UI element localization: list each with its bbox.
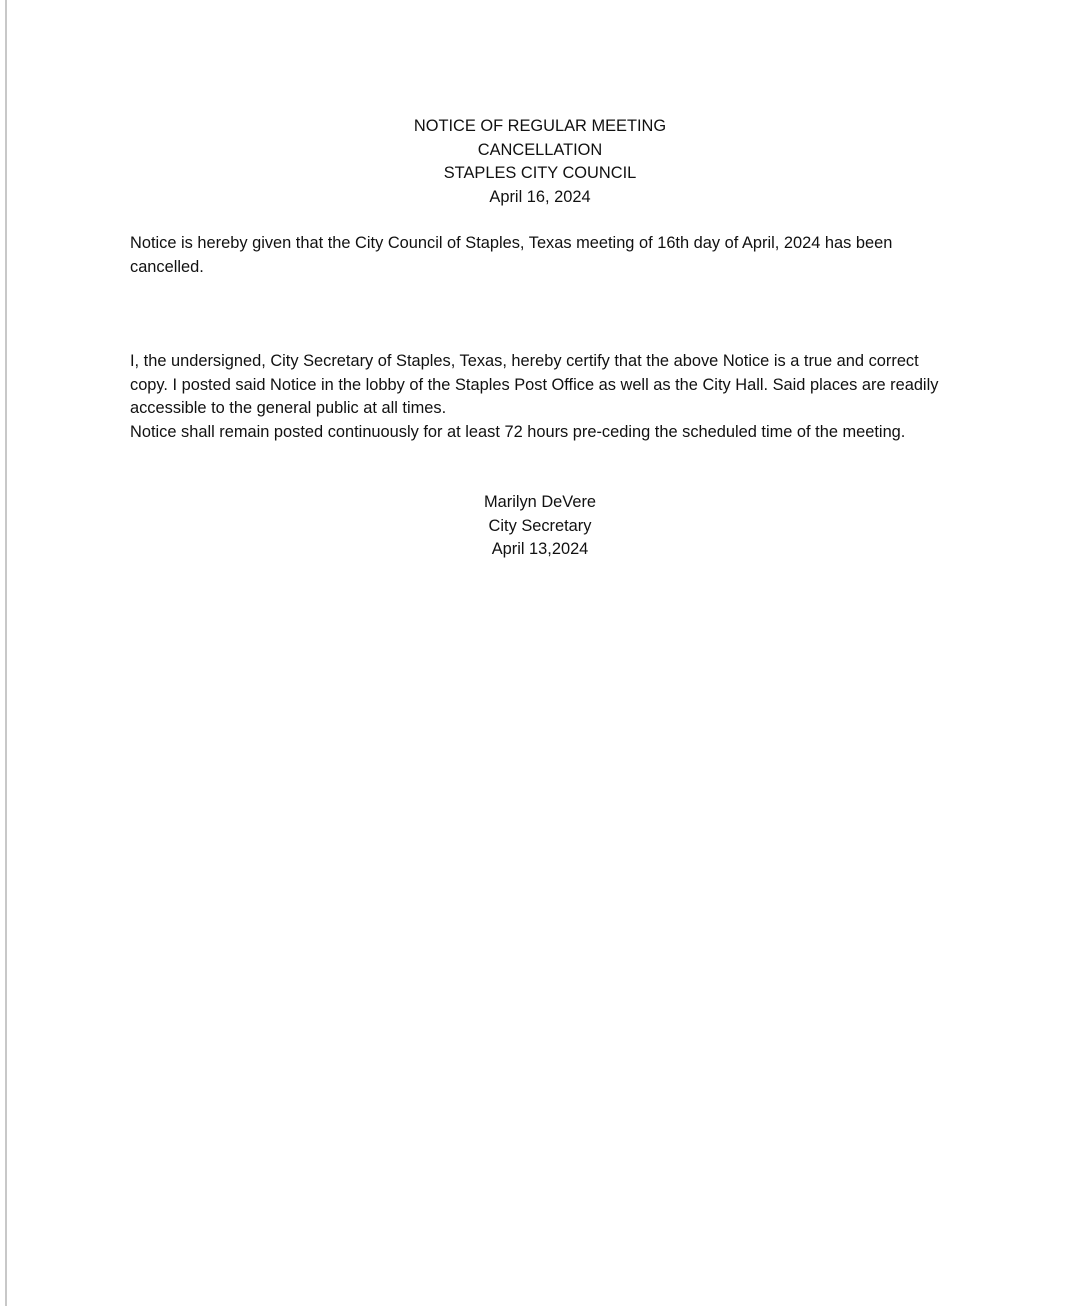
posting-requirement-text: Notice shall remain posted continuously for at least 72 hours pre-ceding the scheduled time of the meeting. — [130, 422, 906, 441]
heading-date: April 16, 2024 — [489, 187, 591, 206]
page-edge-divider — [5, 0, 7, 1306]
signer-name: Marilyn DeVere — [483, 493, 597, 511]
heading-line-notice: NOTICE OF REGULAR MEETING — [413, 117, 667, 135]
signature-block — [380, 491, 700, 562]
notice-paragraph: Notice is hereby given that the City Council of Staples, Texas meeting of 16th day of April, 2024 has been cancelled. — [130, 234, 893, 276]
certification-text: I, the undersigned, City Secretary of Staples, Texas, hereby certify that the above Notice is a true and correct copy. I posted said Notice in the lobby of the Staples Post Office as well as the City Hall. Said places are readily accessible to the general public at all times. — [130, 352, 939, 417]
heading-line-cancellation: CANCELLATION — [477, 140, 603, 159]
signer-title: City Secretary — [488, 516, 592, 535]
certification-paragraph — [130, 350, 960, 444]
signature-date: April 13,2024 — [491, 540, 589, 558]
notice-heading — [330, 115, 750, 209]
heading-line-council: STAPLES CITY COUNCIL — [443, 164, 637, 182]
